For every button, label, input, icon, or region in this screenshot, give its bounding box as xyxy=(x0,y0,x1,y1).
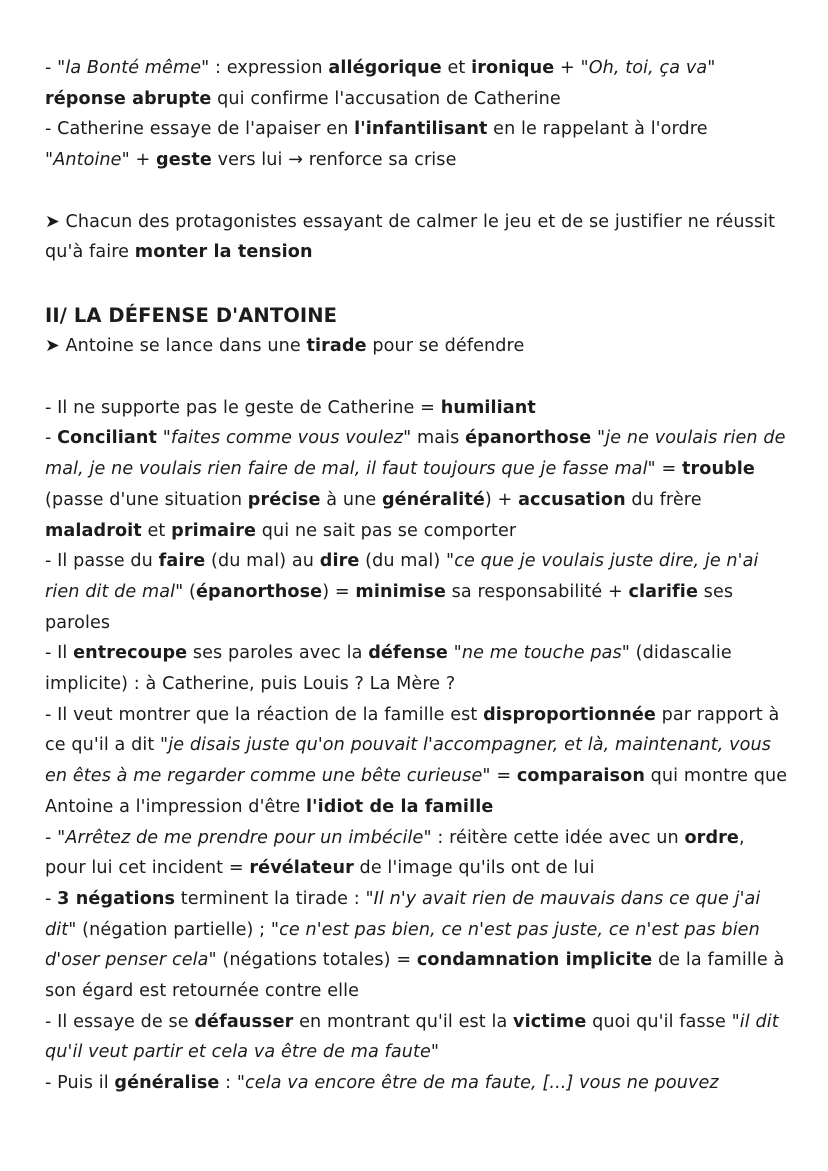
text-run: vers lui → renforce sa crise xyxy=(211,150,457,171)
text-run: quoi qu'il fasse xyxy=(586,1011,732,1032)
text-run: - Il passe du xyxy=(45,551,159,572)
quotation: "ne me touche pas" xyxy=(453,643,630,664)
bold-term: épanorthose xyxy=(196,581,323,602)
quotation: "faites comme vous voulez" xyxy=(162,428,412,449)
bold-term: faire xyxy=(158,551,206,572)
bold-term: disproportionnée xyxy=(483,704,656,725)
text-run: (négation partielle) ; xyxy=(76,919,271,940)
bold-term: généralise xyxy=(114,1073,220,1094)
text-run: : réitère cette idée avec un xyxy=(431,827,685,848)
quotation: "Il n'y avait rien de mauvais dans ce que j'ai dit" xyxy=(45,888,761,940)
bold-term: comparaison xyxy=(516,766,645,787)
spacer xyxy=(45,176,788,207)
bold-term: révélateur xyxy=(249,858,354,879)
section-paragraphs xyxy=(45,393,788,1099)
text-run: ( xyxy=(183,581,196,602)
text-run: qui confirme l'accusation de Catherine xyxy=(211,88,561,109)
text-run: du frère xyxy=(625,489,702,510)
quotation: "cela va encore être de ma faute, [...] vous ne pouvez xyxy=(236,1073,719,1094)
list-item xyxy=(45,1068,788,1099)
bold-term: minimise xyxy=(355,581,446,602)
bold-term: trouble xyxy=(681,459,755,480)
list-item xyxy=(45,638,788,699)
bold-term: accusation xyxy=(518,489,626,510)
quotation: "il dit qu'il veut partir et cela va être de ma faute" xyxy=(45,1011,779,1063)
list-item xyxy=(45,1007,788,1068)
text-run: et xyxy=(141,520,172,541)
text-run: qui ne sait pas se comporter xyxy=(256,520,517,541)
bold-term: entrecoupe xyxy=(73,643,188,664)
text-run: terminent la tirade : xyxy=(175,888,366,909)
text-run: ses paroles avec la xyxy=(187,643,369,664)
text-run: - Il essaye de se xyxy=(45,1011,195,1032)
text-run: (négations totales) = xyxy=(216,950,417,971)
bold-term: condamnation implicite xyxy=(416,950,653,971)
text-run: qui montre que Antoine a l'impression d'être xyxy=(45,766,788,817)
text-run: pour se défendre xyxy=(366,336,525,357)
list-item xyxy=(45,884,788,1007)
text-run: par rapport à ce qu'il a dit xyxy=(45,704,780,756)
section-heading: II/ LA DÉFENSE D'ANTOINE xyxy=(45,303,338,327)
text-run: - Il xyxy=(45,643,74,664)
text-run: - xyxy=(45,428,58,449)
bold-term: maladroit xyxy=(45,520,142,541)
bold-term: ordre xyxy=(684,827,739,848)
text-run: ses paroles xyxy=(45,581,734,633)
bold-term: humiliant xyxy=(440,397,536,418)
text-run: mais xyxy=(411,428,466,449)
text-run: en le rappelant à l'ordre xyxy=(487,119,708,140)
text-run: - Il ne supporte pas le geste de Catherine = xyxy=(45,397,441,418)
text-run: et xyxy=(441,58,472,78)
text-run: + xyxy=(129,150,157,171)
text-run: (passe d'une situation xyxy=(45,489,248,510)
quotation: "ce n'est pas bien, ce n'est pas juste, ce n'est pas bien d'oser penser cela" xyxy=(45,919,760,971)
list-item xyxy=(45,700,788,823)
text-run: = xyxy=(490,766,517,787)
text-run: - Il veut montrer que la réaction de la famille est xyxy=(45,704,484,725)
list-item xyxy=(45,546,788,638)
bold-term: l'infantilisant xyxy=(354,119,488,140)
text-run: - Puis il xyxy=(45,1073,115,1094)
bold-term: épanorthose xyxy=(465,428,592,449)
text-run: (du mal) xyxy=(359,551,447,572)
bold-term: primaire xyxy=(171,520,257,541)
quotation: "Oh, toi, ça va" xyxy=(580,58,716,78)
text-run: : expression xyxy=(209,58,329,78)
bold-term: défausser xyxy=(194,1011,294,1032)
bold-term: généralité xyxy=(381,489,485,510)
list-item xyxy=(45,393,788,424)
quotation: "je ne voulais rien de mal, je ne voulais rien faire de mal, il faut toujours que je fasse mal" xyxy=(45,428,786,480)
bold-term: clarifie xyxy=(628,581,698,602)
text-run: - xyxy=(45,827,58,848)
bold-term: ironique xyxy=(471,58,555,78)
quotation: "je disais juste qu'on pouvait l'accompagner, et là, maintenant, vous en êtes à me regarder comme une bête curieuse" xyxy=(45,735,771,787)
text-run: - xyxy=(45,888,58,909)
quotation: "la Bonté même" xyxy=(57,58,210,78)
spacer xyxy=(45,362,788,393)
text-run: en montrant qu'il est la xyxy=(293,1011,514,1032)
text-run: , pour lui cet incident = xyxy=(45,827,745,879)
bold-term: 3 négations xyxy=(57,888,176,909)
text-run: sa responsabilité + xyxy=(445,581,629,602)
spacer xyxy=(45,268,788,299)
text-run: : xyxy=(219,1073,237,1094)
text-run: (du mal) au xyxy=(205,551,320,572)
text-run: = xyxy=(655,459,682,480)
bold-term: défense xyxy=(368,643,448,664)
bold-term: l'idiot de la famille xyxy=(306,796,494,817)
text-run: (didascalie implicite) : à Catherine, puis Louis ? La Mère ? xyxy=(45,643,732,695)
quotation: "Arrêtez de me prendre pour un imbécile" xyxy=(57,827,432,848)
bold-term: monter la tension xyxy=(134,242,313,263)
quotation: "Antoine" xyxy=(45,150,130,171)
paragraph-ironie xyxy=(45,53,788,114)
text-run: de la famille à son égard est retournée contre elle xyxy=(45,950,785,1002)
bold-term: réponse abrupte xyxy=(45,88,212,109)
bold-term: précise xyxy=(247,489,321,510)
text-run: - xyxy=(45,58,58,78)
text-run: à une xyxy=(320,489,382,510)
text-run: de l'image qu'ils ont de lui xyxy=(353,858,595,879)
quotation: "ce que je voulais juste dire, je n'ai rien dit de mal" xyxy=(45,551,759,602)
paragraph-catherine xyxy=(45,114,788,175)
bold-term: victime xyxy=(513,1011,587,1032)
bold-term: allégorique xyxy=(328,58,442,78)
text-run: + xyxy=(554,58,581,78)
text-run: ➤ Chacun des protagonistes essayant de calmer le jeu et de se justifier ne réussit qu'à faire xyxy=(45,211,776,263)
text-run: ) + xyxy=(484,489,519,510)
list-item xyxy=(45,423,788,546)
text-run: ) = xyxy=(322,581,356,602)
conclusion-paragraph xyxy=(45,207,788,268)
section-intro xyxy=(45,331,788,362)
text-run: - Catherine essaye de l'apaiser en xyxy=(45,119,355,140)
bold-term: Conciliant xyxy=(57,428,158,449)
list-item xyxy=(45,823,788,884)
bold-term: tirade xyxy=(306,336,367,357)
text-run: ➤ Antoine se lance dans une xyxy=(45,336,307,357)
bold-term: geste xyxy=(156,150,212,171)
bold-term: dire xyxy=(319,551,360,572)
